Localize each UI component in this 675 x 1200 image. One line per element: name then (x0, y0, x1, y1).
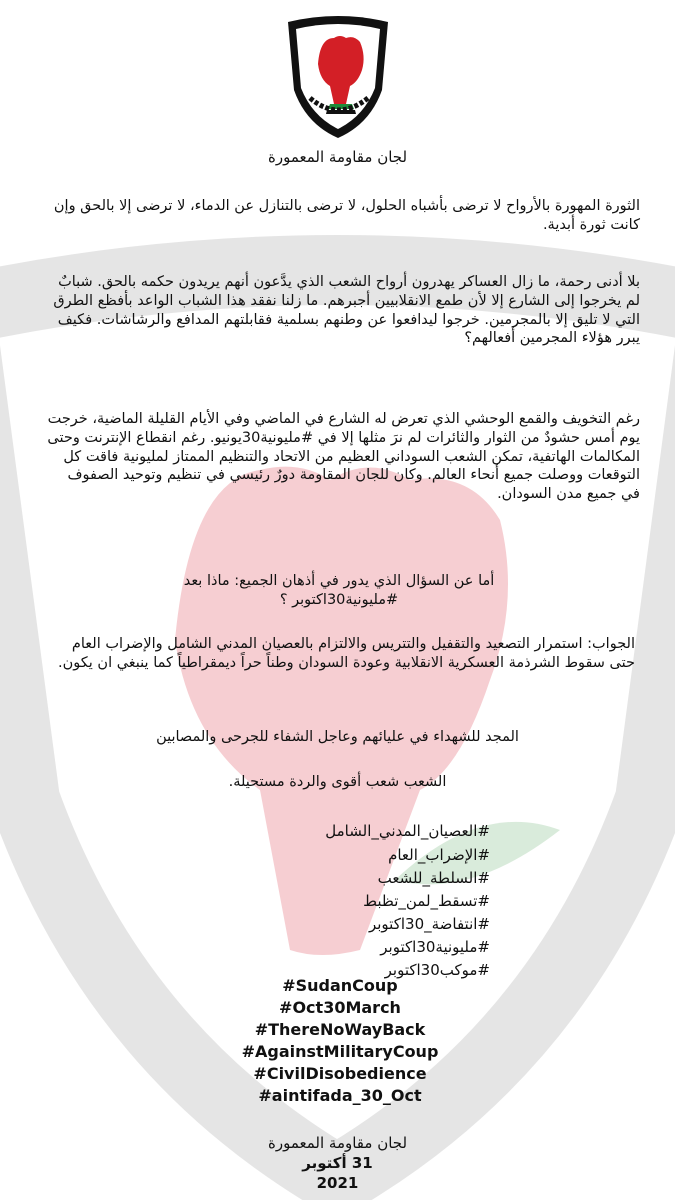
hashtag-ar: #تسقط_لمن_تظبط (363, 892, 490, 910)
hashtag-en: #Oct30March (279, 998, 401, 1017)
hashtag-ar: #انتفاضة_30اكتوبر (368, 915, 490, 933)
hashtag-ar: #السلطة_للشعب (377, 869, 490, 887)
signature-org: لجان مقاومة المعمورة (267, 1134, 408, 1152)
hashtag-en: #AgainstMilitaryCoup (241, 1042, 439, 1061)
hashtag-en: #ThereNoWayBack (254, 1020, 426, 1039)
org-title: لجان مقاومة المعمورة (267, 148, 408, 166)
hashtag-en: #aintifada_30_Oct (258, 1086, 422, 1105)
paragraph-march: رغم التخويف والقمع الوحشي الذي تعرض له الشارع في الماضي وفي الأيام القليلة الماضية، خرجت يوم أمس حشودٌ من الثوار والثائرات لم نرَ مثلها إلا في #مليونية30يونيو. رغم انقطاع الإنترنت وحتى المكالمات الهاتفية، تمكن الشعب السوداني العظيم من الاتحاد والتنظيم الممتاز لمليونية فاقت كل التوقعات ووصلت جميع أنحاء العالم. وكان للجان المقاومة دورٌ رئيسي في تنظيم وتوحيد الصفوف في جميع مدن السودان. (47, 411, 640, 503)
committee-logo (282, 12, 394, 142)
hashtag-ar: #العصيان_المدني_الشامل (325, 822, 490, 840)
hashtag-ar: #الإضراب_العام (388, 846, 490, 864)
signature-day-month: 31 أكتوبر (302, 1154, 373, 1172)
hashtag-ar: #مليونية30اكتوبر (380, 938, 490, 956)
paragraph-glory: المجد للشهداء في عليائهم وعاجل الشفاء للجرحى والمصابين (156, 729, 519, 745)
paragraph-answer: الجواب: استمرار التصعيد والتقفيل والتتريس والالتزام بالعصيان المدني الشامل والإضراب العام حتى سقوط الشرذمة العسكرية الانقلابية وعودة السودان وطناً حراً ديمقراطياً كما ينبغي ان يكون. (58, 636, 635, 671)
paragraph-martyrs: بلا أدنى رحمة، ما زال العساكر يهدرون أرواح الشعب الذي يدَّعون أنهم يريدون حكمه بالحق. شبابٌ لم يخرجوا إلى الشارع إلا لأن طمع الانقلابيين أجبرهم. ما زلنا نفقد هذا الشباب الواعد بأفظع الطرق التي لا تليق إلا بالمجرمين. خرجوا ليدافعوا عن وطنهم بسلمية فقابلتهم المدافع والرشاشات. فكيف يبرر هؤلاء المجرمين أفعالهم؟ (53, 274, 640, 347)
hashtag-ar: #موكب30اكتوبر (384, 961, 490, 979)
hashtag-en: #SudanCoup (282, 976, 398, 995)
hashtag-en: #CivilDisobedience (253, 1064, 427, 1083)
paragraph-people: الشعب شعب أقوى والردة مستحيلة. (228, 774, 447, 790)
signature-year: 2021 (316, 1174, 359, 1192)
paragraph-intro: الثورة المهورة بالأرواح لا ترضى بأشباه الحلول، لا ترضى بالتنازل عن الدماء، لا ترضى إلا بالحق وإن كانت ثورة أبدية. (53, 198, 640, 233)
paragraph-question: أما عن السؤال الذي يدور في أذهان الجميع: ماذا بعد #مليونية30اكتوبر ؟ (183, 573, 495, 608)
